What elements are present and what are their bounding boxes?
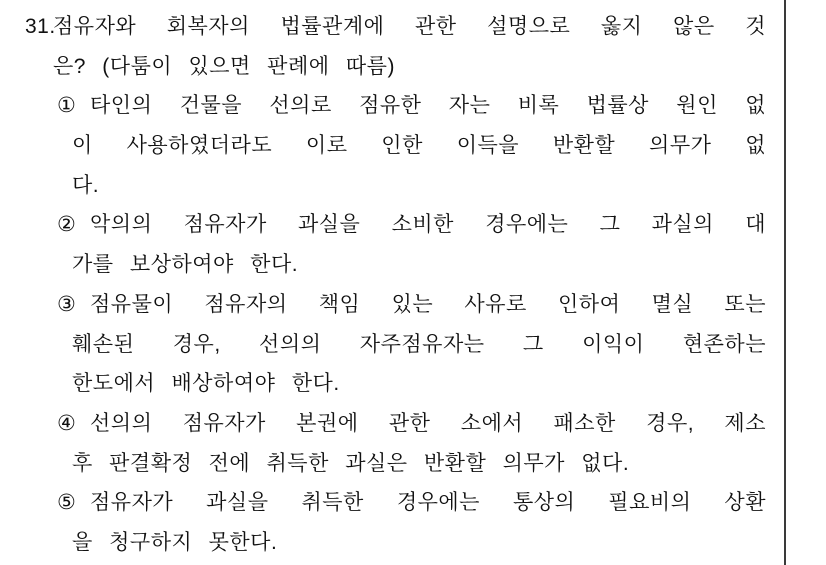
choice-line: 을 청구하지 못한다. xyxy=(72,530,278,554)
choice-line-text: 타인의 건물을 선의로 점유한 자는 비록 법률상 원인 없 xyxy=(90,94,766,118)
choice-line xyxy=(57,404,766,444)
choice-line xyxy=(57,205,766,245)
choice-line xyxy=(57,285,766,325)
choice-line: 가를 보상하여야 한다. xyxy=(72,253,299,277)
choice-item-1 xyxy=(57,86,766,205)
question-line: 점유자와 회복자의 법률관계에 관한 설명으로 옳지 않은 것 xyxy=(53,15,766,38)
choice-line: 훼손된 경우, 선의의 자주점유자는 그 이익이 현존하는 xyxy=(72,332,766,356)
question-line: 은? (다툼이 있으면 판례에 따름) xyxy=(53,54,395,78)
question-text xyxy=(53,7,766,86)
choice-marker-3: ③ xyxy=(57,292,76,316)
choice-line-text: 점유자가 과실을 취득한 경우에는 통상의 필요비의 상환 xyxy=(90,491,766,515)
choice-line-text: 선의의 점유자가 본권에 관한 소에서 패소한 경우, 제소 xyxy=(90,411,766,435)
choice-line-text: 악의의 점유자가 과실을 소비한 경우에는 그 과실의 대 xyxy=(90,213,766,237)
choice-item-3 xyxy=(57,285,766,404)
choice-line xyxy=(57,483,766,523)
column-divider-line xyxy=(784,0,786,565)
choice-item-4 xyxy=(57,404,766,483)
choice-marker-4: ④ xyxy=(57,411,76,435)
choice-line: 후 판결확정 전에 취득한 과실은 반환할 의무가 없다. xyxy=(72,451,630,475)
question-number: 31. xyxy=(25,15,56,38)
choice-item-5 xyxy=(57,483,766,562)
choice-marker-2: ② xyxy=(57,213,76,237)
choice-marker-1: ① xyxy=(57,94,76,118)
choice-line: 이 사용하였더라도 이로 인한 이득을 반환할 의무가 없 xyxy=(72,134,766,158)
choice-line: 한도에서 배상하여야 한다. xyxy=(72,372,340,396)
choice-line: 다. xyxy=(72,173,100,197)
choice-list xyxy=(57,86,766,562)
choice-item-2 xyxy=(57,205,766,284)
choice-line-text: 점유물이 점유자의 책임 있는 사유로 인하여 멸실 또는 xyxy=(90,292,766,316)
choice-marker-5: ⑤ xyxy=(57,491,76,515)
choice-line xyxy=(57,86,766,126)
